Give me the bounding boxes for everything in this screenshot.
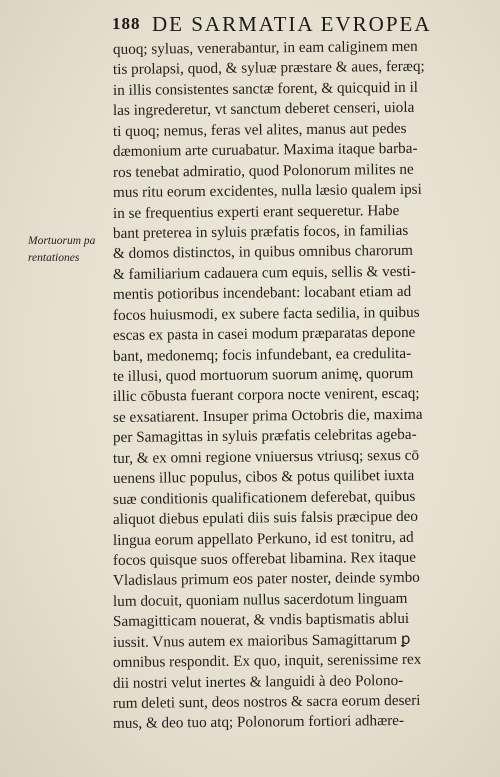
page-header: [112, 12, 472, 38]
text-line: ti quoq; nemus, feras vel alites, manus aut pedes: [112, 119, 407, 140]
text-line: tis prolapsi, quod, & syluæ præstare & aues, feræq;: [112, 58, 425, 79]
text-line: mus, & deo tuo atq; Polonorum fortiori adhære-: [112, 712, 405, 733]
text-line: ros tenebat admiratio, quod Polonorum milites ne: [112, 160, 414, 181]
text-line: las ingrederetur, vt sanctum deberet censeri, uiola: [112, 99, 415, 120]
text-line: illic cōbusta fuerant corpora nocte venirent, escaq;: [112, 385, 420, 406]
page-number: 188: [112, 14, 141, 33]
text-line: tur, & ex omni regione vniuersus vtriusq; sexus cō: [112, 446, 420, 467]
text-line: dii nostri velut inertes & languidi à deo Polono-: [112, 671, 404, 692]
marginal-note-line: rentationes: [28, 252, 80, 264]
text-line: lum docuit, quoniam nullus sacerdotum linguam: [112, 589, 408, 610]
text-line: aliquot diebus epulati diis suis falsis præcipue deo: [112, 507, 419, 529]
text-line: lingua eorum appellato Perkuno, id est tonitru, ad: [112, 528, 414, 549]
text-line: uenens illuc populus, cibos & potus quilibet iuxta: [112, 467, 415, 488]
text-line: Samagitticam nouerat, & vndis baptismatis ablui: [112, 610, 410, 631]
text-line: in se frequentius experti erant sequeretur. Habe: [112, 201, 400, 222]
text-line: iussit. Vnus autem ex maioribus Samagittarum ꝑ: [112, 630, 411, 651]
text-line: focos huiusmodi, ex subere facta sedilia, in quibus: [112, 303, 420, 324]
text-line: te illusi, quod mortuorum suorum animę, quorum: [112, 364, 414, 385]
text-line: se exsatiarent. Insuper prima Octobris die, maxima: [112, 405, 423, 426]
text-line: mentis potioribus incendebant: locabant etiam ad: [112, 283, 412, 304]
marginal-note: [28, 233, 123, 267]
text-line: dæmonium arte curuabatur. Maxima itaque barba-: [112, 139, 418, 161]
text-line: suæ conditionis qualificationem deferebat, quibus: [112, 487, 416, 508]
text-line: focos quisque suos offerebat libamina. Rex itaque: [112, 548, 417, 569]
text-line: in illis consistentes sanctæ forent, & quicquid in il: [112, 78, 419, 99]
text-line: quoq; syluas, venerabantur, in eam caliginem men: [112, 37, 418, 58]
text-line: & domos distinctos, in quibus omnibus charorum: [112, 242, 414, 263]
text-line: bant preterea in syluis præfatis focos, in familias: [112, 221, 409, 242]
text-line: omnibus respondit. Ex quo, inquit, serenissime rex: [112, 650, 422, 672]
marginal-note-line: Mortuorum pa: [28, 235, 96, 247]
text-line: per Samagittas in syluis præfatis celebritas ageba-: [112, 426, 417, 447]
text-line: rum deleti sunt, deos nostros & sacra eorum deseri: [112, 691, 421, 712]
text-line: & familiarium cadauera cum equis, sellis & vesti-: [112, 262, 416, 283]
text-line: Vladislaus primum eos pater noster, deinde symbo: [112, 569, 420, 590]
text-line: mus ritu eorum excidentes, nulla læsio qualem ipsi: [112, 180, 422, 202]
running-head: DE SARMATIA EVROPEA: [152, 12, 432, 36]
text-line: bant, medonemq; focis infundebant, ea credulita-: [112, 344, 412, 365]
text-line: escas ex pasta in casei modum præparatas depone: [112, 323, 416, 345]
body-text: [112, 37, 498, 735]
